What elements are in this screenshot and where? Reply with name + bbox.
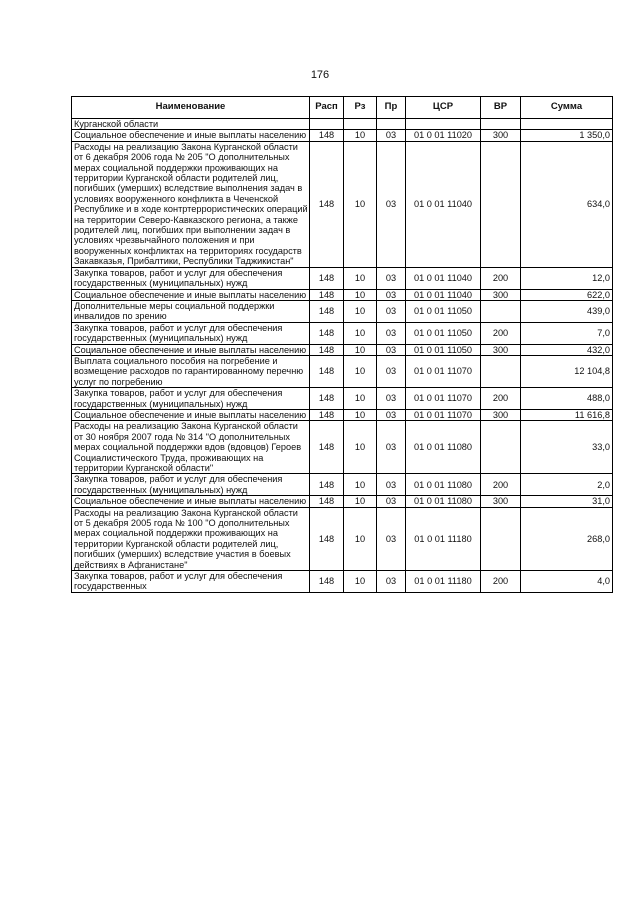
cell-rasp: 148: [310, 421, 344, 474]
cell-vr: 200: [481, 322, 521, 344]
table-row: [72, 300, 613, 322]
cell-pr: 03: [377, 300, 406, 322]
cell-csr: 01 0 01 11050: [406, 322, 481, 344]
table-row: [72, 355, 613, 387]
cell-pr: 03: [377, 474, 406, 496]
cell-rz: [344, 119, 377, 130]
header-name: Наименование: [72, 97, 310, 119]
cell-csr: 01 0 01 11050: [406, 344, 481, 355]
table-row: [72, 344, 613, 355]
cell-rz: 10: [344, 421, 377, 474]
cell-rasp: 148: [310, 496, 344, 507]
table-row: [72, 119, 613, 130]
cell-pr: 03: [377, 496, 406, 507]
cell-sum: 634,0: [521, 141, 613, 267]
cell-pr: 03: [377, 322, 406, 344]
table-row: [72, 141, 613, 267]
cell-pr: 03: [377, 130, 406, 141]
cell-vr: [481, 300, 521, 322]
cell-rasp: 148: [310, 474, 344, 496]
table-row: [72, 322, 613, 344]
cell-rasp: 148: [310, 267, 344, 289]
cell-rz: 10: [344, 267, 377, 289]
cell-csr: 01 0 01 11080: [406, 421, 481, 474]
table-row: [72, 388, 613, 410]
cell-sum: 1 350,0: [521, 130, 613, 141]
cell-csr: 01 0 01 11080: [406, 474, 481, 496]
cell-vr: 300: [481, 289, 521, 300]
cell-rz: 10: [344, 322, 377, 344]
cell-sum: 439,0: [521, 300, 613, 322]
header-sum: Сумма: [521, 97, 613, 119]
cell-pr: 03: [377, 388, 406, 410]
cell-csr: 01 0 01 11180: [406, 571, 481, 593]
cell-name: Социальное обеспечение и иные выплаты населению: [72, 409, 310, 420]
cell-rasp: 148: [310, 130, 344, 141]
cell-rasp: [310, 119, 344, 130]
table-header-row: [72, 97, 613, 119]
table-body: [72, 119, 613, 593]
cell-rz: 10: [344, 571, 377, 593]
cell-rz: 10: [344, 344, 377, 355]
table-row: [72, 474, 613, 496]
cell-rz: 10: [344, 355, 377, 387]
cell-pr: 03: [377, 289, 406, 300]
cell-vr: 200: [481, 571, 521, 593]
cell-vr: 200: [481, 388, 521, 410]
cell-sum: 2,0: [521, 474, 613, 496]
header-pr: Пр: [377, 97, 406, 119]
cell-name: Социальное обеспечение и иные выплаты населению: [72, 289, 310, 300]
cell-sum: 31,0: [521, 496, 613, 507]
cell-sum: [521, 119, 613, 130]
cell-csr: 01 0 01 11070: [406, 388, 481, 410]
cell-pr: 03: [377, 141, 406, 267]
cell-rasp: 148: [310, 141, 344, 267]
table-row: [72, 421, 613, 474]
cell-rasp: 148: [310, 507, 344, 570]
table-row: [72, 409, 613, 420]
cell-pr: 03: [377, 507, 406, 570]
cell-rasp: 148: [310, 344, 344, 355]
cell-rz: 10: [344, 507, 377, 570]
cell-csr: 01 0 01 11180: [406, 507, 481, 570]
cell-name: Социальное обеспечение и иные выплаты населению: [72, 344, 310, 355]
page-number: 176: [310, 69, 330, 81]
cell-csr: 01 0 01 11040: [406, 141, 481, 267]
cell-name: Закупка товаров, работ и услуг для обеспечения государственных (муниципальных) нужд: [72, 388, 310, 410]
cell-rasp: 148: [310, 571, 344, 593]
cell-csr: 01 0 01 11080: [406, 496, 481, 507]
cell-sum: 33,0: [521, 421, 613, 474]
cell-sum: 12,0: [521, 267, 613, 289]
cell-vr: [481, 119, 521, 130]
header-csr: ЦСР: [406, 97, 481, 119]
cell-csr: 01 0 01 11020: [406, 130, 481, 141]
cell-csr: 01 0 01 11070: [406, 409, 481, 420]
header-vr: ВР: [481, 97, 521, 119]
cell-rz: 10: [344, 409, 377, 420]
cell-csr: 01 0 01 11050: [406, 300, 481, 322]
cell-rz: 10: [344, 496, 377, 507]
cell-name: Социальное обеспечение и иные выплаты населению: [72, 496, 310, 507]
cell-name: Закупка товаров, работ и услуг для обеспечения государственных (муниципальных) нужд: [72, 267, 310, 289]
cell-vr: [481, 421, 521, 474]
cell-name: Дополнительные меры социальной поддержки инвалидов по зрению: [72, 300, 310, 322]
cell-sum: 11 616,8: [521, 409, 613, 420]
cell-sum: 12 104,8: [521, 355, 613, 387]
cell-rasp: 148: [310, 289, 344, 300]
cell-pr: 03: [377, 409, 406, 420]
cell-rasp: 148: [310, 322, 344, 344]
cell-name: Закупка товаров, работ и услуг для обеспечения государственных (муниципальных) нужд: [72, 474, 310, 496]
cell-vr: [481, 141, 521, 267]
header-rz: Рз: [344, 97, 377, 119]
cell-vr: 300: [481, 344, 521, 355]
cell-rz: 10: [344, 289, 377, 300]
cell-rz: 10: [344, 388, 377, 410]
cell-rasp: 148: [310, 409, 344, 420]
cell-pr: [377, 119, 406, 130]
cell-vr: 200: [481, 267, 521, 289]
cell-vr: [481, 507, 521, 570]
cell-name: Расходы на реализацию Закона Курганской области от 5 декабря 2005 года № 100 "О дополнительных мерах социальной поддержки проживающих на территории Курганской области родителей лиц, погибших (умерших) вследствие участия в боевых действиях в Афганистане": [72, 507, 310, 570]
table-row: [72, 571, 613, 593]
cell-name: Социальное обеспечение и иные выплаты населению: [72, 130, 310, 141]
cell-pr: 03: [377, 267, 406, 289]
cell-name: Закупка товаров, работ и услуг для обеспечения государственных: [72, 571, 310, 593]
table-row: [72, 289, 613, 300]
cell-csr: [406, 119, 481, 130]
cell-sum: 7,0: [521, 322, 613, 344]
cell-vr: 300: [481, 409, 521, 420]
cell-rz: 10: [344, 300, 377, 322]
cell-csr: 01 0 01 11040: [406, 267, 481, 289]
cell-sum: 622,0: [521, 289, 613, 300]
table-row: [72, 496, 613, 507]
cell-sum: 268,0: [521, 507, 613, 570]
cell-rz: 10: [344, 141, 377, 267]
cell-sum: 488,0: [521, 388, 613, 410]
cell-vr: 300: [481, 130, 521, 141]
table-row: [72, 267, 613, 289]
header-rasp: Расп: [310, 97, 344, 119]
cell-name: Закупка товаров, работ и услуг для обеспечения государственных (муниципальных) нужд: [72, 322, 310, 344]
cell-sum: 4,0: [521, 571, 613, 593]
table-row: [72, 130, 613, 141]
cell-rz: 10: [344, 130, 377, 141]
cell-name: Курганской области: [72, 119, 310, 130]
cell-name: Расходы на реализацию Закона Курганской области от 30 ноября 2007 года № 314 "О дополнительных мерах социальной поддержки вдов (вдовцов) Героев Социалистического Труда, проживающих на территории Курганской области": [72, 421, 310, 474]
table-row: [72, 507, 613, 570]
cell-rasp: 148: [310, 355, 344, 387]
cell-pr: 03: [377, 344, 406, 355]
cell-rasp: 148: [310, 300, 344, 322]
cell-name: Выплата социального пособия на погребение и возмещение расходов по гарантированному перечню услуг по погребению: [72, 355, 310, 387]
cell-vr: 300: [481, 496, 521, 507]
cell-name: Расходы на реализацию Закона Курганской области от 6 декабря 2006 года № 205 "О дополнительных мерах социальной поддержки проживающих на территории Курганской области родителей лиц, погибших (умерших) вследствие выполнения задач в условиях вооруженного конфликта в Чеченской Республике и в ходе контртеррористических операций на территории Северо-Кавказского региона, а также родителей лиц, погибших при выполнении задач в условиях чрезвычайного положения и при вооруженных конфликтах на территориях государств Закавказья, Прибалтики, Республики Таджикистан": [72, 141, 310, 267]
cell-vr: 200: [481, 474, 521, 496]
cell-rasp: 148: [310, 388, 344, 410]
cell-csr: 01 0 01 11040: [406, 289, 481, 300]
cell-rz: 10: [344, 474, 377, 496]
cell-csr: 01 0 01 11070: [406, 355, 481, 387]
cell-pr: 03: [377, 355, 406, 387]
cell-vr: [481, 355, 521, 387]
cell-sum: 432,0: [521, 344, 613, 355]
cell-pr: 03: [377, 571, 406, 593]
cell-pr: 03: [377, 421, 406, 474]
budget-table: [71, 96, 613, 593]
